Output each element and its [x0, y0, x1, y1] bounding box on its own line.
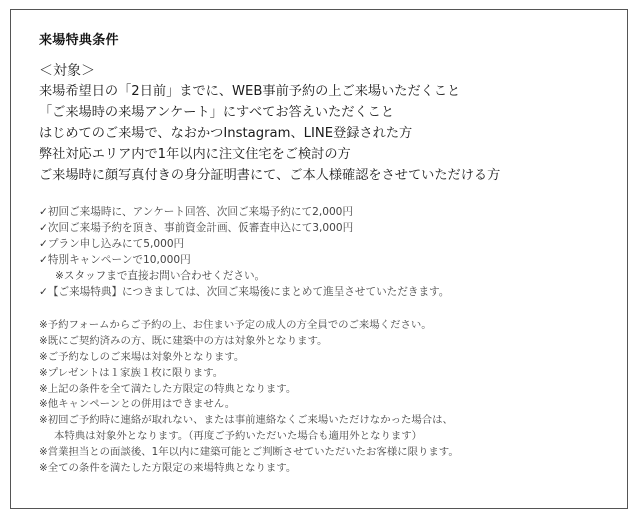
benefit-item: [39, 221, 609, 237]
check-icon: ✓: [39, 253, 48, 266]
note-item: 本特典は対象外となります。（再度ご予約いただいた場合も適用外となります）: [54, 430, 423, 443]
note-list: [39, 318, 609, 476]
benefit-text: 次回ご来場予約を頂き、事前資金計画、仮審査申込にて3,000円: [47, 221, 354, 234]
note-item: ※他キャンペーンとの併用はできません。: [39, 398, 236, 411]
benefit-item: [39, 237, 609, 253]
condition-item: はじめてのご来場で、なおかつInstagram、LINE登録された方: [39, 126, 413, 141]
condition-item: ご来場時に顔写真付きの身分証明書にて、ご本人様確認をさせていただける方: [39, 168, 501, 183]
note-item: ※営業担当との面談後、1年以内に建築可能とご判断させていただいたお客様に限ります。: [39, 445, 459, 458]
benefit-text: 特別キャンペーンで10,000円: [47, 253, 191, 266]
section-title: 来場特典条件: [39, 33, 119, 48]
condition-list: [39, 81, 609, 186]
note-item: ※プレゼントは１家族１枚に限ります。: [39, 366, 224, 379]
target-label: ＜対象＞: [39, 63, 95, 79]
benefit-item: [39, 285, 609, 301]
benefit-item: [39, 253, 609, 269]
condition-item: 「ご来場時の来場アンケート」にすべてお答えいただくこと: [39, 105, 395, 120]
content-area: [39, 29, 609, 476]
note-item: ※予約フォームからご予約の上、お住まい予定の成人の方全員でのご来場ください。: [39, 319, 432, 332]
note-item: ※上記の条件を全て満たした方限定の特典となります。: [39, 382, 297, 395]
check-icon: ✓: [39, 285, 48, 298]
check-icon: ✓: [39, 237, 48, 250]
note-item: ※ご予約なしのご来場は対象外となります。: [39, 351, 245, 364]
condition-item: 弊社対応エリア内で1年以内に注文住宅をご検討の方: [39, 147, 351, 162]
note-item: ※全ての条件を満たした方限定の来場特典となります。: [39, 461, 297, 474]
note-item: ※初回ご予約時に連絡が取れない、または事前連絡なくご来場いただけなかった場合は、: [39, 414, 453, 427]
note-item: ※既にご契約済みの方、既に建築中の方は対象外となります。: [39, 335, 328, 348]
benefit-list: [39, 205, 609, 300]
condition-item: 来場希望日の「2日前」までに、WEB事前予約の上ご来場いただくこと: [39, 84, 461, 99]
benefit-text: 【ご来場特典】につきましては、次回ご来場後にまとめて進呈させていただきます。: [47, 285, 450, 298]
benefit-text: 初回ご来場時に、アンケート回答、次回ご来場予約にて2,000円: [47, 206, 354, 218]
benefit-item: [39, 205, 609, 221]
benefit-text: プラン申し込みにて5,000円: [47, 237, 185, 250]
check-icon: ✓: [39, 206, 48, 218]
check-icon: ✓: [39, 221, 48, 234]
benefit-note: ※スタッフまで直接お問い合わせください。: [55, 269, 266, 282]
